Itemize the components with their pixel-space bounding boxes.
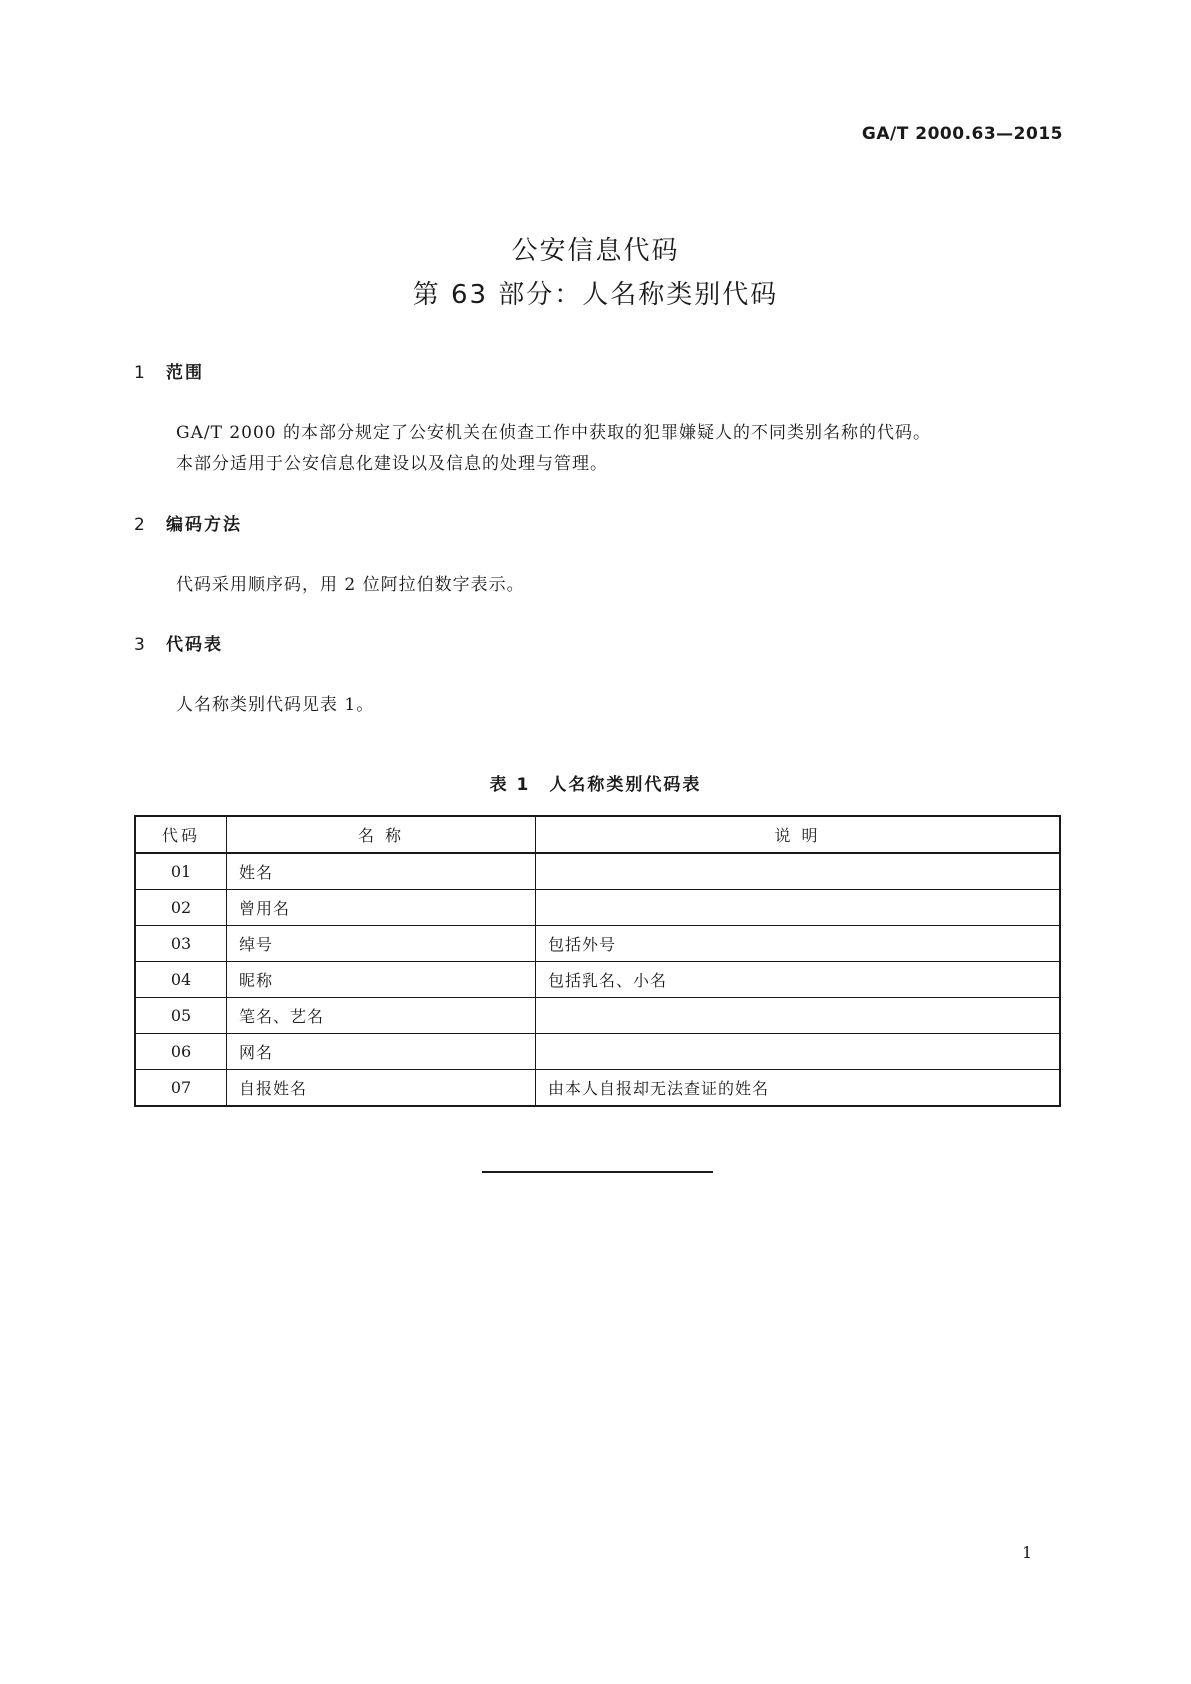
cell-description <box>536 853 1061 890</box>
cell-name: 绰号 <box>227 926 536 962</box>
section-number: 1 <box>134 363 145 383</box>
section-1-paragraph-1: GA/T 2000 的本部分规定了公安机关在侦查工作中获取的犯罪嫌疑人的不同类别名称的代码。 <box>176 423 931 443</box>
section-number: 3 <box>134 635 145 655</box>
table-row <box>135 1070 1060 1107</box>
cell-name: 曾用名 <box>227 890 536 926</box>
cell-name: 网名 <box>227 1034 536 1070</box>
document-subtitle: 第 63 部分：人名称类别代码 <box>412 280 779 310</box>
cell-code: 06 <box>135 1034 227 1070</box>
cell-description: 包括外号 <box>536 926 1061 962</box>
standard-code: GA/T 2000.63—2015 <box>861 124 1063 144</box>
cell-code: 03 <box>135 926 227 962</box>
cell-code: 07 <box>135 1070 227 1107</box>
column-header-code: 代码 <box>135 816 227 853</box>
table-row <box>135 998 1060 1034</box>
section-2-paragraph-1: 代码采用顺序码，用 2 位阿拉伯数字表示。 <box>176 575 525 595</box>
column-header-name: 名 称 <box>227 816 536 853</box>
section-title: 编码方法 <box>166 515 242 535</box>
document-title: 公安信息代码 <box>511 236 680 266</box>
cell-description <box>536 890 1061 926</box>
cell-description <box>536 998 1061 1034</box>
cell-code: 02 <box>135 890 227 926</box>
column-header-description: 说 明 <box>536 816 1061 853</box>
cell-name: 自报姓名 <box>227 1070 536 1107</box>
cell-name: 昵称 <box>227 962 536 998</box>
end-of-document-rule <box>482 1171 713 1173</box>
table-row <box>135 890 1060 926</box>
section-2-heading <box>134 510 242 535</box>
cell-code: 05 <box>135 998 227 1034</box>
section-number: 2 <box>134 515 145 535</box>
section-title: 代码表 <box>166 635 223 655</box>
table-row <box>135 1034 1060 1070</box>
table-header-row <box>135 816 1060 853</box>
table-row <box>135 926 1060 962</box>
section-1-paragraph-2: 本部分适用于公安信息化建设以及信息的处理与管理。 <box>176 454 608 474</box>
cell-code: 01 <box>135 853 227 890</box>
cell-description: 包括乳名、小名 <box>536 962 1061 998</box>
cell-name: 笔名、艺名 <box>227 998 536 1034</box>
section-title: 范围 <box>166 363 204 383</box>
cell-name: 姓名 <box>227 853 536 890</box>
page-number: 1 <box>1022 1543 1033 1562</box>
section-3-heading <box>134 630 223 655</box>
cell-description <box>536 1034 1061 1070</box>
table-caption: 表 1 人名称类别代码表 <box>489 775 702 795</box>
code-table <box>134 815 1061 1107</box>
table-row <box>135 853 1060 890</box>
section-1-heading <box>134 358 204 383</box>
cell-description: 由本人自报却无法查证的姓名 <box>536 1070 1061 1107</box>
table-row <box>135 962 1060 998</box>
section-3-paragraph-1: 人名称类别代码见表 1。 <box>176 695 375 715</box>
cell-code: 04 <box>135 962 227 998</box>
